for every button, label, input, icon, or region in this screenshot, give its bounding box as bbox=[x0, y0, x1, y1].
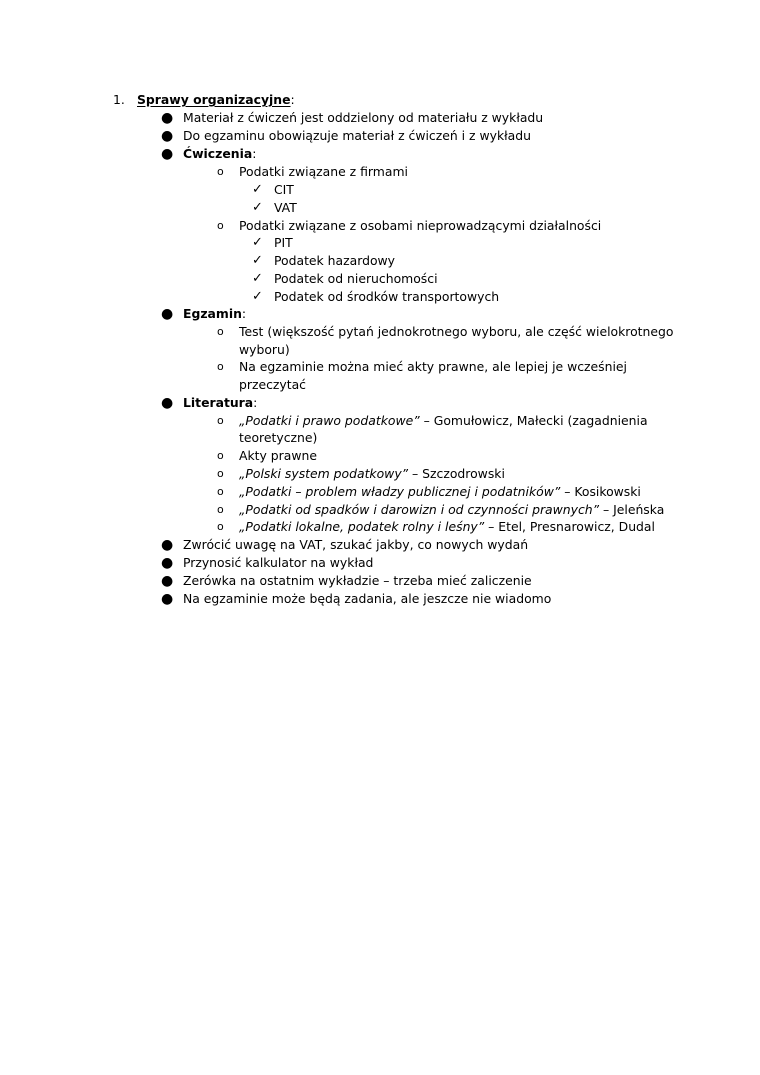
circle-bullet-icon: o bbox=[217, 360, 224, 373]
circle-bullet-icon: o bbox=[217, 503, 224, 516]
circle-bullet-icon: o bbox=[217, 414, 224, 427]
book-title: „Polski system podatkowy” bbox=[239, 466, 409, 481]
item-text-continued: teoretyczne) bbox=[239, 430, 318, 445]
book-title: „Podatki lokalne, podatek rolny i leśny” bbox=[239, 519, 485, 534]
item-text: VAT bbox=[274, 200, 297, 215]
item-text: Do egzaminu obowiązuje materiał z ćwiczeń i z wykładu bbox=[183, 128, 531, 143]
circle-bullet-icon: o bbox=[217, 467, 224, 480]
book-title: „Podatki od spadków i darowizn i od czynności prawnych” bbox=[239, 502, 600, 517]
item-text: CIT bbox=[274, 182, 294, 197]
book-authors: – Szczodrowski bbox=[408, 466, 505, 481]
book-authors: – Etel, Presnarowicz, Dudal bbox=[484, 519, 655, 534]
item-text: Podatek hazardowy bbox=[274, 253, 395, 268]
bullet-icon: ● bbox=[161, 591, 174, 607]
item-text: Test (większość pytań jednokrotnego wyboru, ale część wielokrotnego bbox=[239, 324, 674, 339]
bullet-icon: ● bbox=[161, 110, 174, 126]
item-text: Podatek od środków transportowych bbox=[274, 289, 500, 304]
cwiczenia-label: Ćwiczenia bbox=[183, 146, 253, 161]
check-icon: ✓ bbox=[252, 253, 263, 268]
bullet-icon: ● bbox=[161, 395, 174, 411]
item-text: Zwrócić uwagę na VAT, szukać jakby, co nowych wydań bbox=[183, 537, 529, 552]
book-authors: – Kosikowski bbox=[560, 484, 641, 499]
egzamin-label: Egzamin bbox=[183, 306, 242, 321]
check-icon: ✓ bbox=[252, 271, 263, 286]
check-icon: ✓ bbox=[252, 182, 263, 197]
check-icon: ✓ bbox=[252, 235, 263, 250]
book-authors: – Jeleńska bbox=[599, 502, 665, 517]
circle-bullet-icon: o bbox=[217, 520, 224, 533]
item-text-continued: przeczytać bbox=[239, 377, 306, 392]
item-text: Na egzaminie można mieć akty prawne, ale lepiej je wcześniej bbox=[239, 359, 627, 374]
item-text-continued: wyboru) bbox=[239, 342, 290, 357]
book-title: „Podatki i prawo podatkowe” bbox=[239, 413, 420, 428]
item-text: Podatki związane z osobami nieprowadzącymi działalności bbox=[239, 218, 602, 233]
bullet-icon: ● bbox=[161, 128, 174, 144]
section-title: Sprawy organizacyjne bbox=[137, 92, 291, 107]
bullet-icon: ● bbox=[161, 306, 174, 322]
section-heading bbox=[113, 91, 295, 109]
literatura-label: Literatura bbox=[183, 395, 254, 410]
item-text: Na egzaminie może będą zadania, ale jeszcze nie wiadomo bbox=[183, 591, 552, 606]
bullet-icon: ● bbox=[161, 573, 174, 589]
bullet-icon: ● bbox=[161, 555, 174, 571]
label-colon: : bbox=[252, 146, 257, 161]
section-title-colon: : bbox=[290, 92, 295, 107]
label-colon: : bbox=[241, 306, 247, 321]
book-authors: – Gomułowicz, Małecki (zagadnienia bbox=[419, 413, 648, 428]
circle-bullet-icon: o bbox=[217, 485, 224, 498]
circle-bullet-icon: o bbox=[217, 325, 224, 338]
item-text: Podatek od nieruchomości bbox=[274, 271, 438, 286]
section-number: 1. bbox=[113, 92, 125, 107]
book-title: „Podatki – problem władzy publicznej i podatników” bbox=[239, 484, 561, 499]
item-text: Materiał z ćwiczeń jest oddzielony od materiału z wykładu bbox=[183, 110, 544, 125]
item-text: Zerówka na ostatnim wykładzie – trzeba mieć zaliczenie bbox=[183, 573, 532, 588]
item-text: Podatki związane z firmami bbox=[239, 164, 408, 179]
label-colon: : bbox=[253, 395, 258, 410]
check-icon: ✓ bbox=[252, 289, 263, 304]
item-text: PIT bbox=[274, 235, 293, 250]
bullet-icon: ● bbox=[161, 537, 174, 553]
item-text: Przynosić kalkulator na wykład bbox=[183, 555, 374, 570]
circle-bullet-icon: o bbox=[217, 219, 224, 232]
check-icon: ✓ bbox=[252, 200, 263, 215]
item-text: Akty prawne bbox=[239, 448, 317, 463]
circle-bullet-icon: o bbox=[217, 449, 224, 462]
circle-bullet-icon: o bbox=[217, 165, 224, 178]
bullet-icon: ● bbox=[161, 146, 174, 162]
